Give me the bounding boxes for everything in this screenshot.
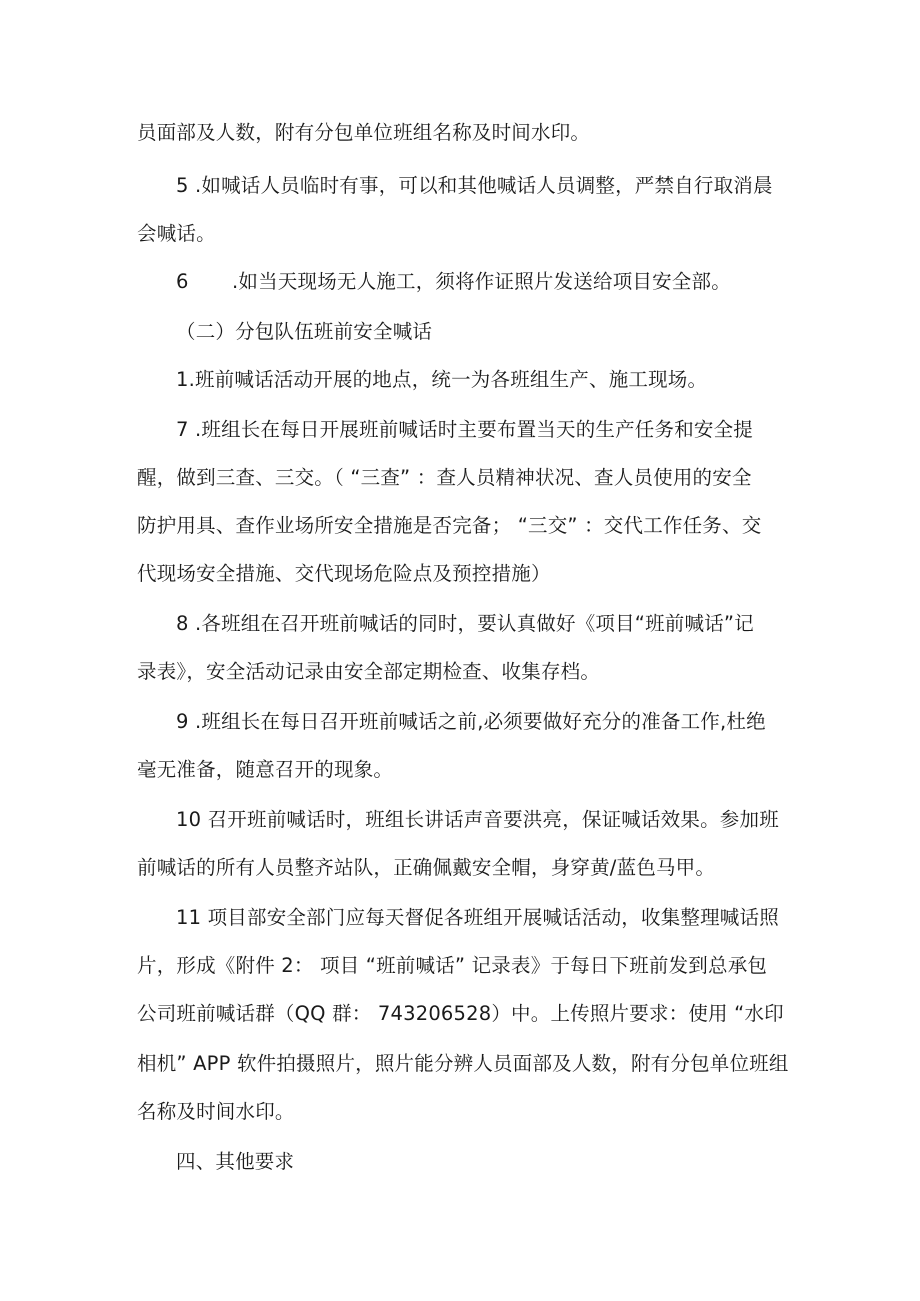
text-line: 9 .班组长在每日召开班前喊话之前,必须要做好充分的准备工作,杜绝 [176, 710, 766, 733]
text-line [176, 268, 731, 296]
item-number: 6 [176, 270, 189, 293]
text-line: 代现场安全措施、交代现场危险点及预控措施） [137, 562, 551, 585]
section-heading: （二）分包队伍班前安全喊话 [176, 320, 433, 343]
text-line: 录表》，安全活动记录由安全部定期检查、收集存档。 [137, 660, 601, 683]
text-line: 11 项目部安全部门应每天督促各班组开展喊话活动，收集整理喊话照 [176, 906, 779, 929]
text-line: 名称及时间水印。 [137, 1100, 295, 1123]
section-heading: 四、其他要求 [176, 1150, 295, 1173]
text-line: 前喊话的所有人员整齐站队，正确佩戴安全帽，身穿黄/蓝色马甲。 [137, 856, 716, 879]
text-line: 片，形成《附件 2： 项目 “班前喊话” 记录表》于每日下班前发到总承包 [137, 954, 768, 977]
text-line: 8 .各班组在召开班前喊话的同时，要认真做好《项目“班前喊话”记 [176, 612, 754, 635]
item-text: .如当天现场无人施工，须将作证照片发送给项目安全部。 [232, 270, 731, 293]
text-line: 7 .班组长在每日开展班前喊话时主要布置当天的生产任务和安全提 [176, 418, 754, 441]
text-line: 公司班前喊话群（QQ 群： 743206528）中。上传照片要求：使用 “水印 [137, 1002, 784, 1025]
text-line: 相机” APP 软件拍摄照片，照片能分辨人员面部及人数，附有分包单位班组 [137, 1052, 789, 1075]
text-line: 会喊话。 [137, 222, 216, 245]
text-line: 员面部及人数，附有分包单位班组名称及时间水印。 [137, 121, 591, 144]
text-line: 10 召开班前喊话时，班组长讲话声音要洪亮，保证喊话效果。参加班 [176, 808, 779, 831]
text-line: 防护用具、查作业场所安全措施是否完备； “三交” ：交代工作任务、交 [137, 514, 762, 537]
text-line: 1.班前喊话活动开展的地点，统一为各班组生产、施工现场。 [176, 368, 708, 391]
text-line: 毫无准备，随意召开的现象。 [137, 758, 394, 781]
text-line: 醒，做到三查、三交。（ “三查” ：查人员精神状况、查人员使用的安全 [137, 466, 752, 489]
text-line: 5 .如喊话人员临时有事，可以和其他喊话人员调整，严禁自行取消晨 [176, 174, 773, 197]
